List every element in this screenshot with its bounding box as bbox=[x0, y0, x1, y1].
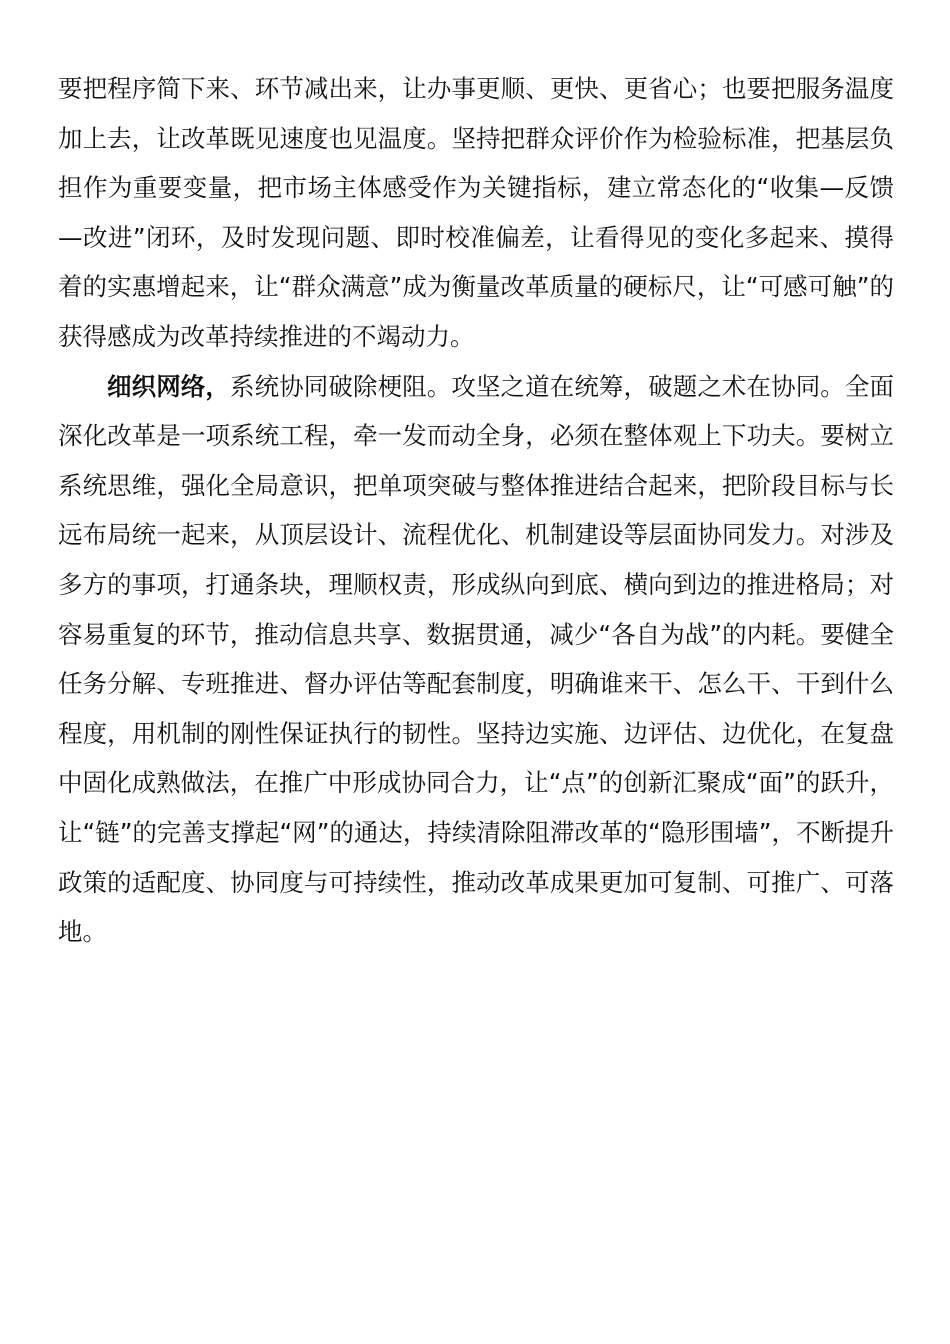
document-body bbox=[58, 64, 894, 957]
paragraph-system-coordination bbox=[58, 362, 894, 957]
paragraph-lead-phrase: 细织网络， bbox=[107, 371, 230, 401]
paragraph-continuation: 要把程序简下来、环节减出来，让办事更顺、更快、更省心；也要把服务温度加上去，让改革既见速度也见温度。坚持把群众评价作为检验标准，把基层负担作为重要变量，把市场主体感受作为关键指标，建立常态化的“收集—反馈—改进”闭环，及时发现问题、即时校准偏差，让看得见的变化多起来、摸得着的实惠增起来，让“群众满意”成为衡量改革质量的硬标尺，让“可感可触”的获得感成为改革持续推进的不竭动力。 bbox=[58, 74, 894, 351]
paragraph-body: 系统协同破除梗阻。攻坚之道在统筹，破题之术在协同。全面深化改革是一项系统工程，牵一发而动全身，必须在整体观上下功夫。要树立系统思维，强化全局意识，把单项突破与整体推进结合起来，把阶段目标与长远布局统一起来，从顶层设计、流程优化、机制建设等层面协同发力。对涉及多方的事项，打通条块，理顺权责，形成纵向到底、横向到边的推进格局；对容易重复的环节，推动信息共享、数据贯通，减少“各自为战”的内耗。要健全任务分解、专班推进、督办评估等配套制度，明确谁来干、怎么干、干到什么程度，用机制的刚性保证执行的韧性。坚持边实施、边评估、边优化，在复盘中固化成熟做法，在推广中形成协同合力，让“点”的创新汇聚成“面”的跃升，让“链”的完善支撑起“网”的通达，持续清除阻滞改革的“隐形围墙”，不断提升政策的适配度、协同度与可持续性，推动改革成果更加可复制、可推广、可落地。 bbox=[58, 371, 894, 947]
